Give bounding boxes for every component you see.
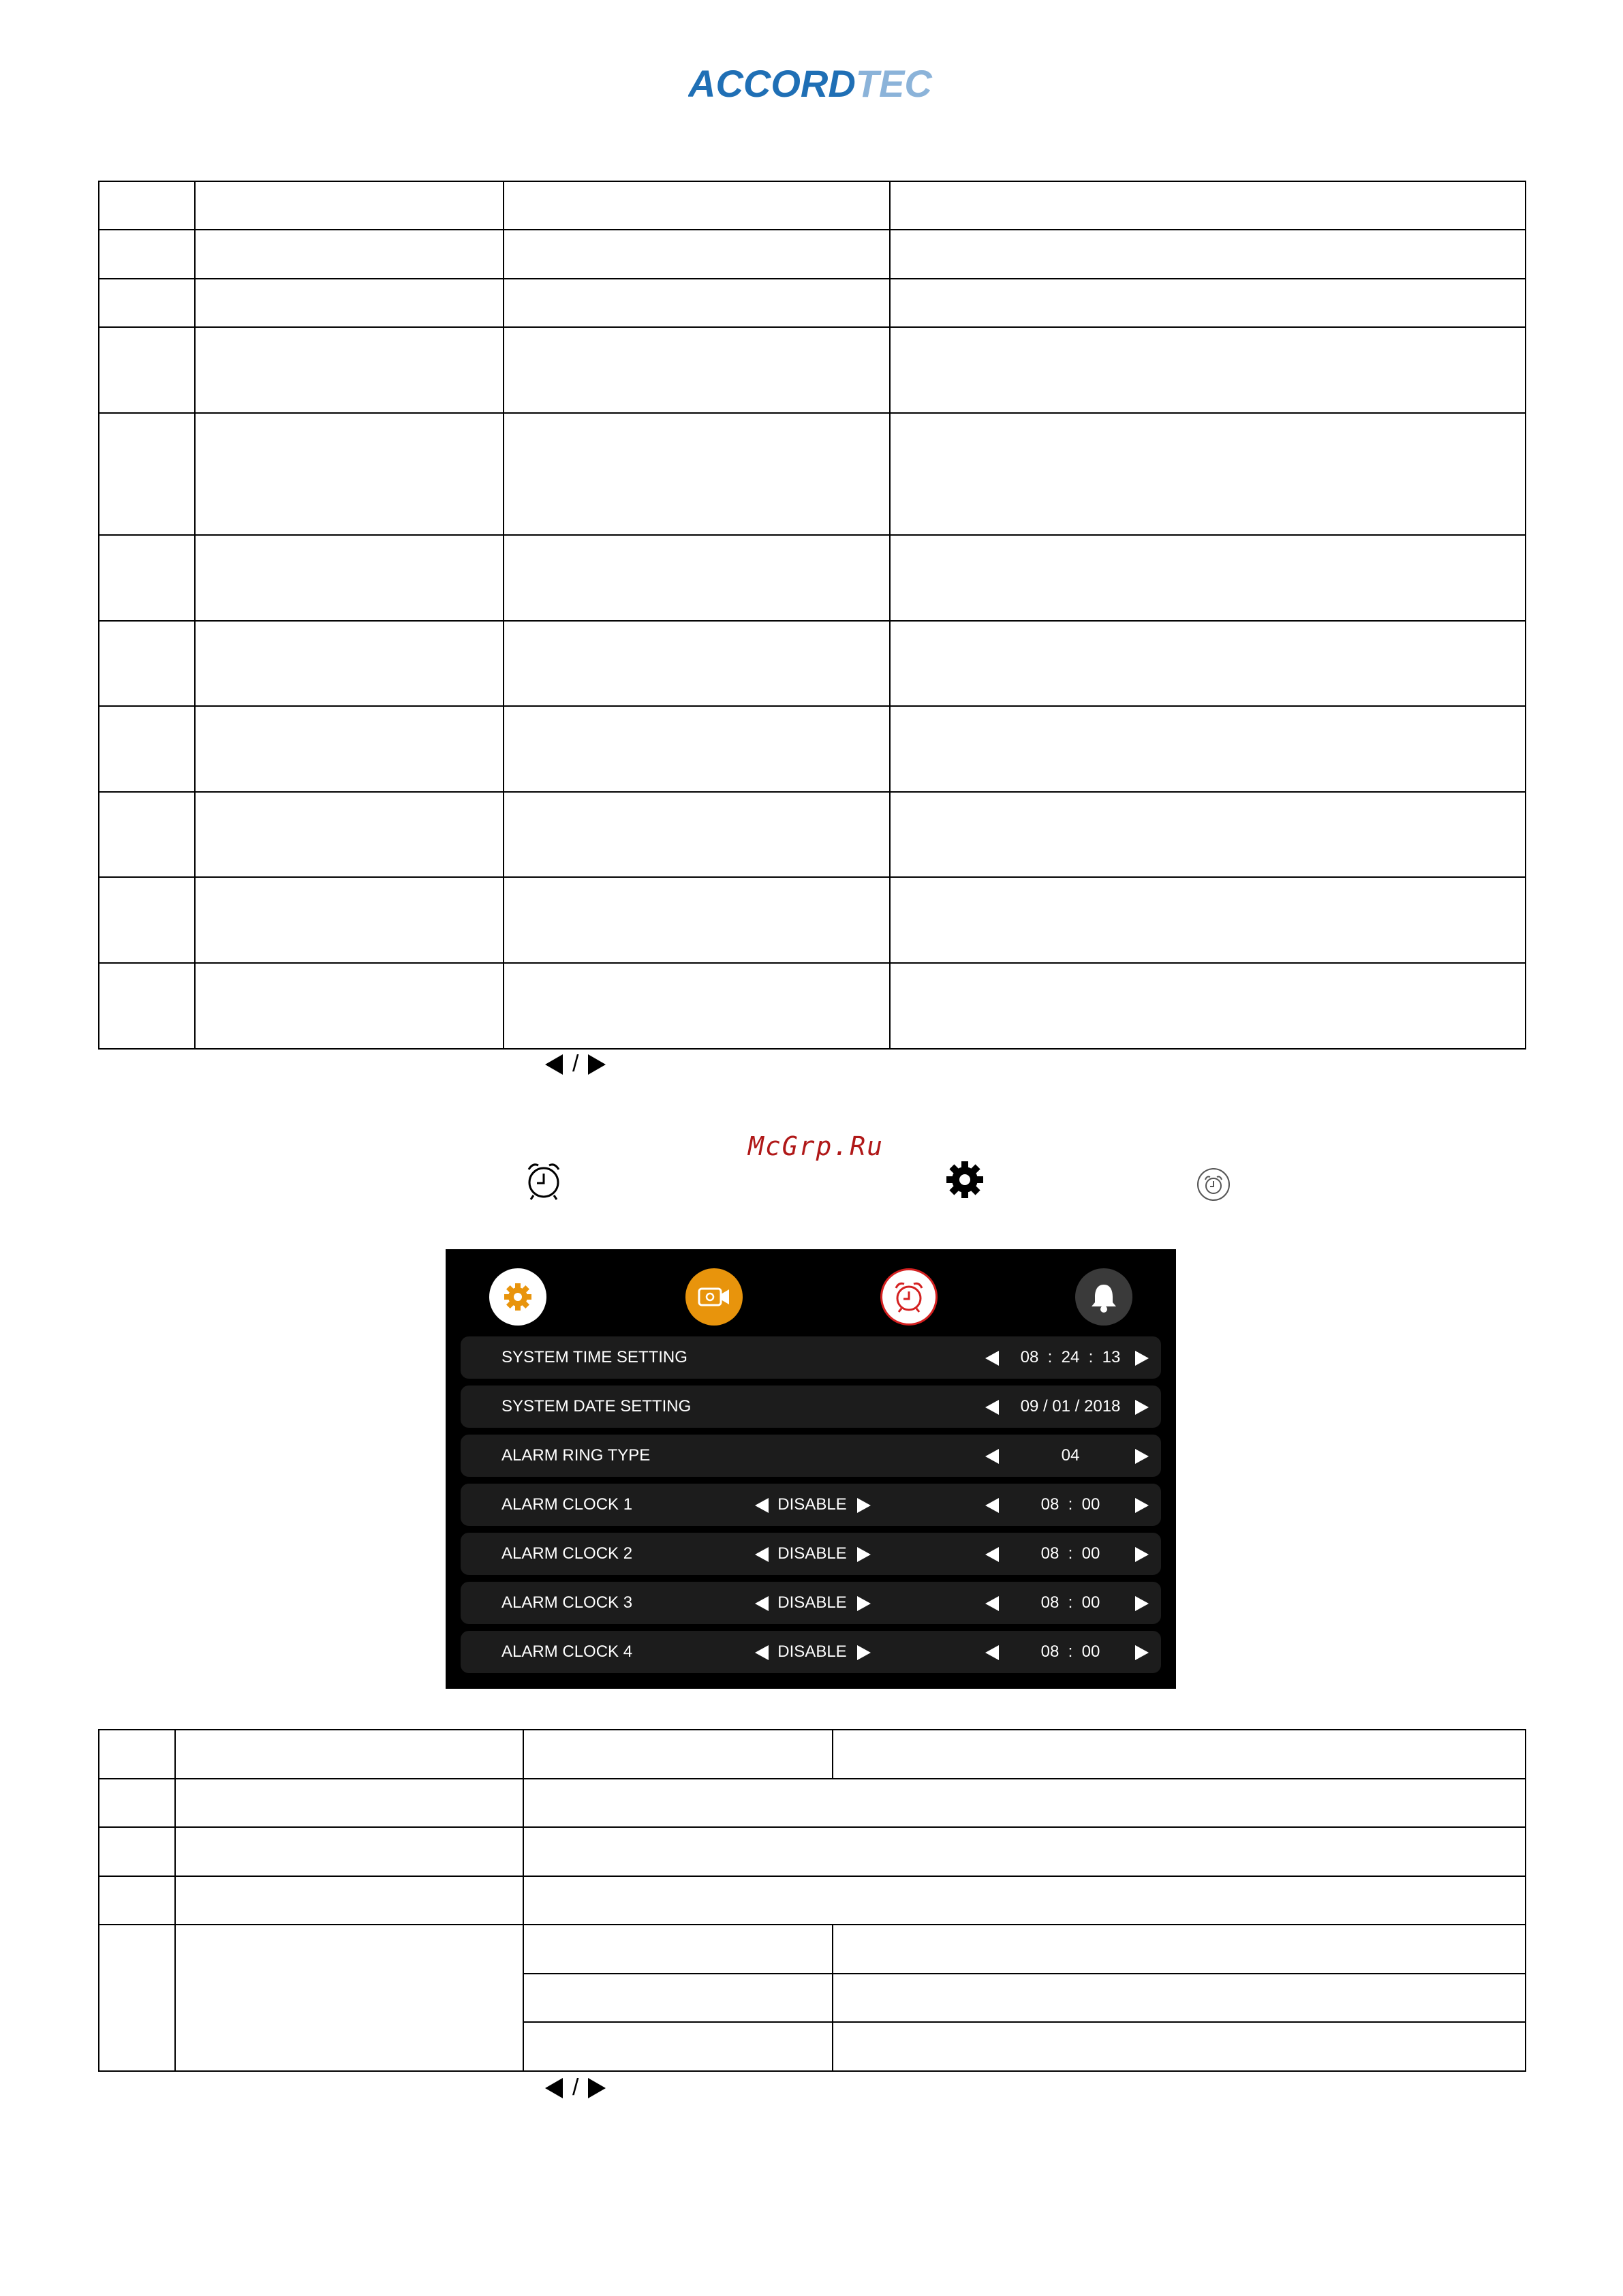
table-cell <box>195 792 504 877</box>
table-cell <box>195 706 504 792</box>
table-cell <box>833 1730 1526 1779</box>
table-cell <box>175 1827 523 1876</box>
table-cell <box>890 877 1526 963</box>
table-cell <box>833 1974 1526 2022</box>
triangle-left-icon[interactable] <box>755 1547 769 1562</box>
table-cell <box>890 792 1526 877</box>
alarm-clock-1-row[interactable] <box>461 1484 1161 1526</box>
table-cell <box>99 1779 175 1827</box>
accordtec-logo <box>688 61 933 109</box>
row-label: SYSTEM TIME SETTING <box>501 1348 687 1366</box>
triangle-left-icon[interactable] <box>985 1596 999 1611</box>
table-cell <box>890 279 1526 327</box>
alarm-clock-icon <box>523 1160 564 1201</box>
left-right-arrows <box>545 2075 606 2101</box>
arrow-separator: / <box>572 1051 579 1077</box>
table-cell <box>99 279 195 327</box>
row-label: SYSTEM DATE SETTING <box>501 1397 692 1415</box>
table-cell <box>523 1730 833 1779</box>
triangle-right-icon[interactable] <box>1135 1498 1149 1513</box>
table-cell <box>504 621 890 706</box>
triangle-right-icon <box>588 1054 606 1075</box>
triangle-left-icon[interactable] <box>755 1498 769 1513</box>
table-cell <box>504 706 890 792</box>
table-cell <box>195 181 504 230</box>
table-cell <box>890 535 1526 621</box>
alarm-clock-3-row[interactable] <box>461 1582 1161 1624</box>
alarm-state: DISABLE <box>777 1593 847 1612</box>
table-cell <box>99 181 195 230</box>
system-time-row[interactable] <box>461 1336 1161 1379</box>
alarm-time: 08 : 00 <box>1040 1544 1100 1563</box>
table-cell <box>175 1876 523 1925</box>
table-cell <box>99 230 195 279</box>
triangle-left-icon[interactable] <box>985 1645 999 1660</box>
table-cell <box>890 963 1526 1049</box>
table-cell <box>99 1827 175 1876</box>
table-cell <box>99 621 195 706</box>
system-date-row[interactable] <box>461 1386 1161 1428</box>
table-cell <box>195 230 504 279</box>
table-cell <box>890 181 1526 230</box>
alarm-clock-small-icon <box>1196 1167 1231 1202</box>
gear-icon <box>489 1268 546 1326</box>
table-cell <box>99 877 195 963</box>
triangle-left-icon[interactable] <box>985 1351 999 1366</box>
logo-part-1: ACC <box>688 62 771 105</box>
table-cell <box>99 706 195 792</box>
triangle-left-icon[interactable] <box>985 1400 999 1415</box>
table-cell <box>504 279 890 327</box>
alarm-time: 08 : 00 <box>1040 1642 1100 1661</box>
video-camera-icon <box>685 1268 743 1326</box>
triangle-right-icon[interactable] <box>857 1547 871 1562</box>
arrow-separator: / <box>572 2075 579 2100</box>
logo-part-4: TEC <box>855 62 932 105</box>
table-cell <box>523 1974 833 2022</box>
table-cell <box>504 413 890 535</box>
svg-text:ACCORDTEC <box>688 62 933 105</box>
table-cell <box>175 1779 523 1827</box>
table-cell <box>523 1827 1526 1876</box>
alarm-tab[interactable] <box>880 1268 938 1326</box>
table-cell <box>504 230 890 279</box>
alarm-state: DISABLE <box>777 1544 847 1563</box>
table-cell <box>523 1925 833 1974</box>
triangle-right-icon[interactable] <box>857 1645 871 1660</box>
table-cell <box>504 181 890 230</box>
table-cell <box>195 327 504 413</box>
left-right-arrows <box>545 1051 606 1077</box>
table-cell <box>833 2022 1526 2071</box>
triangle-right-icon[interactable] <box>857 1596 871 1611</box>
alarm-state: DISABLE <box>777 1495 847 1514</box>
table-cell <box>890 621 1526 706</box>
triangle-right-icon[interactable] <box>1135 1547 1149 1562</box>
time-value: 08 : 24 : 13 <box>1020 1348 1121 1366</box>
table-cell <box>195 535 504 621</box>
triangle-right-icon[interactable] <box>1135 1400 1149 1415</box>
alarm-time: 08 : 00 <box>1040 1593 1100 1612</box>
table-cell <box>99 1925 175 2071</box>
alarm-clock-4-row[interactable] <box>461 1631 1161 1673</box>
triangle-right-icon[interactable] <box>1135 1645 1149 1660</box>
table-cell <box>504 877 890 963</box>
row-label: ALARM CLOCK 4 <box>501 1642 633 1661</box>
video-tab[interactable] <box>685 1268 743 1326</box>
table-cell <box>99 413 195 535</box>
table-cell <box>523 1876 1526 1925</box>
row-label: ALARM CLOCK 1 <box>501 1495 633 1514</box>
gear-icon <box>945 1160 985 1199</box>
table-cell <box>890 706 1526 792</box>
table-cell <box>195 279 504 327</box>
alarm-state: DISABLE <box>777 1642 847 1661</box>
table-cell <box>175 1925 523 2071</box>
triangle-left-icon[interactable] <box>985 1449 999 1464</box>
table-cell <box>195 621 504 706</box>
table-cell <box>99 535 195 621</box>
table-cell <box>175 1730 523 1779</box>
triangle-right-icon[interactable] <box>857 1498 871 1513</box>
triangle-right-icon[interactable] <box>1135 1449 1149 1464</box>
table-cell <box>195 963 504 1049</box>
alarm-clock-2-row[interactable] <box>461 1533 1161 1575</box>
table-cell <box>504 963 890 1049</box>
table-cell <box>890 230 1526 279</box>
table-cell <box>504 535 890 621</box>
triangle-left-icon[interactable] <box>755 1596 769 1611</box>
table-cell <box>195 877 504 963</box>
alarm-time: 08 : 00 <box>1040 1495 1100 1514</box>
table-cell <box>504 792 890 877</box>
triangle-left-icon[interactable] <box>755 1645 769 1660</box>
logo-part-3: RD <box>800 62 856 105</box>
ring-type-value: 04 <box>1061 1446 1080 1465</box>
table-cell <box>99 963 195 1049</box>
triangle-left-icon[interactable] <box>985 1547 999 1562</box>
alarm-clock-icon <box>882 1270 936 1323</box>
triangle-left-icon[interactable] <box>985 1498 999 1513</box>
table-cell <box>99 327 195 413</box>
triangle-right-icon[interactable] <box>1135 1596 1149 1611</box>
table-cell <box>99 1876 175 1925</box>
table-cell <box>833 1925 1526 1974</box>
device-screen <box>446 1249 1176 1689</box>
table-cell <box>523 2022 833 2071</box>
settings-tab[interactable] <box>489 1268 546 1326</box>
watermark: McGrp.Ru <box>748 1131 884 1161</box>
bell-icon <box>1075 1268 1132 1326</box>
triangle-right-icon <box>588 2078 606 2098</box>
table-cell <box>523 1779 1526 1827</box>
row-label: ALARM CLOCK 2 <box>501 1544 633 1563</box>
table-cell <box>99 1730 175 1779</box>
table-cell <box>504 327 890 413</box>
bell-tab[interactable] <box>1075 1268 1132 1326</box>
table-cell <box>890 413 1526 535</box>
row-label: ALARM CLOCK 3 <box>501 1593 633 1612</box>
triangle-left-icon <box>545 2078 563 2098</box>
bottom-table <box>98 1729 1526 2072</box>
triangle-right-icon[interactable] <box>1135 1351 1149 1366</box>
alarm-ring-type-row[interactable] <box>461 1435 1161 1477</box>
row-label: ALARM RING TYPE <box>501 1446 651 1465</box>
date-value: 09 / 01 / 2018 <box>1020 1397 1121 1415</box>
top-table <box>98 181 1526 1050</box>
logo-part-2: O <box>771 62 801 105</box>
table-cell <box>890 327 1526 413</box>
triangle-left-icon <box>545 1054 563 1075</box>
table-cell <box>195 413 504 535</box>
table-cell <box>99 792 195 877</box>
